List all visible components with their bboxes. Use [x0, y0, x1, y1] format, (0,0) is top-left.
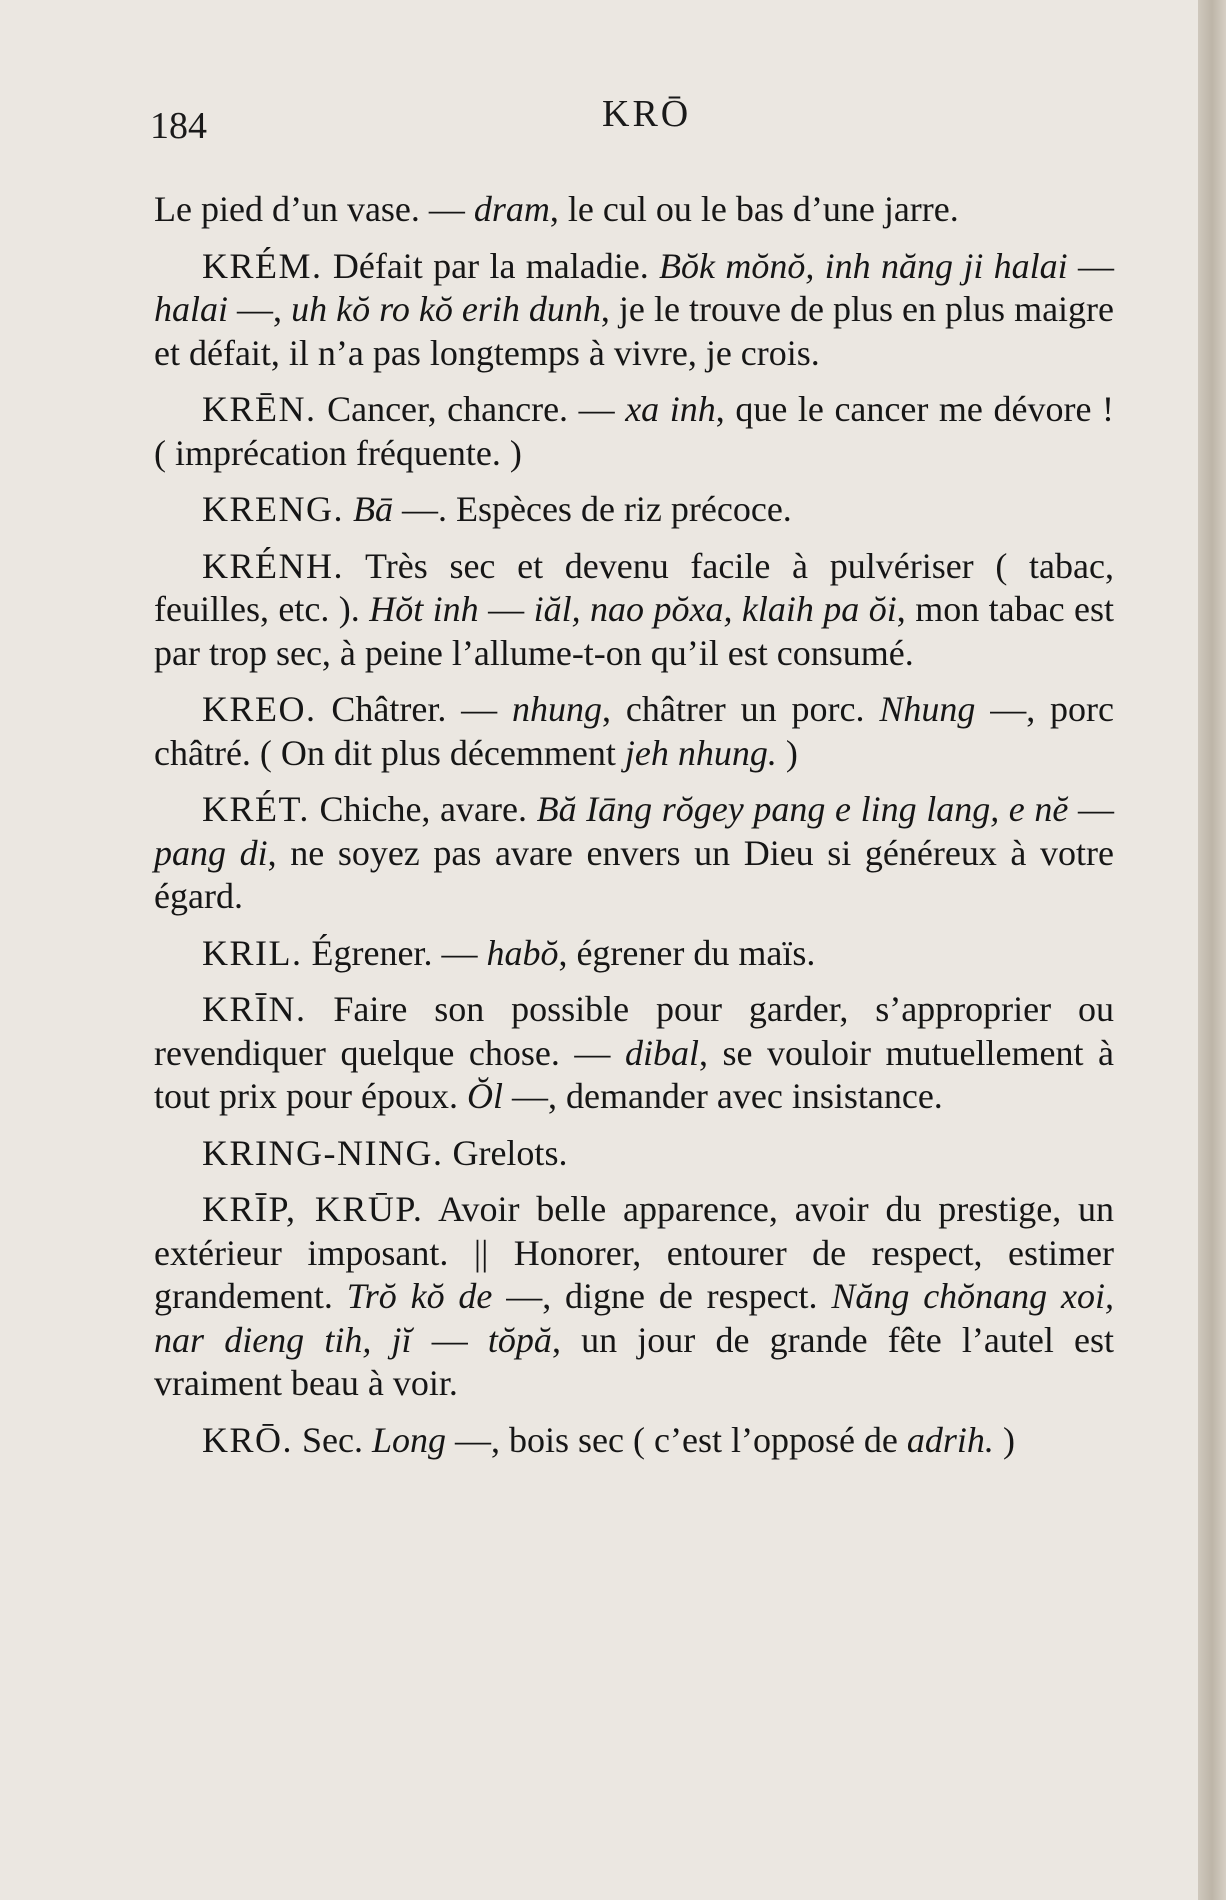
entry-headword: KRÉM. — [202, 245, 323, 286]
french-text: — — [411, 1319, 488, 1360]
french-text: —. Espèces de riz précoce. — [393, 489, 792, 529]
dictionary-entries — [154, 188, 1114, 1475]
bahnar-text: Bă Iāng rŏgey pang e ling lang, e nĕ — [536, 789, 1069, 829]
entry-headword: KRING-NING. — [202, 1132, 444, 1173]
bahnar-text: nhung — [512, 689, 603, 729]
french-text: Défait par la maladie. — [332, 245, 660, 286]
french-text: Cancer, chancre. — — [327, 389, 626, 429]
dictionary-entry — [154, 788, 1114, 919]
entry-headword: KRĪP, KRŪP. — [202, 1189, 424, 1229]
bahnar-text: tŏpă — [487, 1319, 552, 1360]
bahnar-text: xa inh — [625, 389, 716, 429]
running-head: KRŌ — [602, 93, 692, 135]
bahnar-text: Nhung — [879, 689, 976, 729]
french-text: —, — [228, 289, 292, 329]
bahnar-text: jeh nhung. — [624, 732, 777, 773]
bahnar-text: Bŏk mŏnŏ, inh năng ji halai — [659, 245, 1068, 286]
entry-headword: KRŌ. — [202, 1419, 294, 1460]
dictionary-entry — [154, 688, 1114, 775]
french-text: , égrener du maïs. — [558, 932, 816, 973]
page-header — [150, 92, 1110, 147]
french-text: ) — [776, 732, 798, 773]
french-text: Grelots. — [452, 1132, 568, 1173]
bahnar-text: halai — [154, 289, 229, 329]
entry-headword: KRÉT. — [202, 789, 310, 829]
dictionary-entry — [154, 932, 1114, 976]
dictionary-entry — [154, 988, 1114, 1119]
page-gutter — [1198, 0, 1226, 1900]
bahnar-text: Trŏ kŏ de — [346, 1276, 493, 1316]
entry-headword: KRENG. — [202, 489, 344, 529]
bahnar-text: pang di — [154, 832, 268, 873]
french-text: , ne soyez pas avare envers un Dieu si généreux à votre égard. — [154, 832, 1114, 916]
dictionary-entry — [154, 188, 1114, 232]
bahnar-text: Ŏl — [466, 1076, 503, 1116]
french-text: Très sec et devenu facile à pulvériser ( tabac, feuilles, etc. ). — [154, 545, 1114, 629]
bahnar-text: dibal — [624, 1032, 699, 1073]
french-text: , châtrer un porc. — [602, 689, 880, 729]
french-text: , un jour de grande fête l’autel est vraiment beau à voir. — [154, 1319, 1115, 1403]
entry-headword: KREO. — [202, 689, 317, 729]
french-text: Châtrer. — — [331, 689, 513, 729]
french-text: —, porc châtré. ( On dit plus décemment — [154, 689, 1115, 773]
entry-headword: KRÉNH. — [202, 545, 344, 586]
dictionary-entry — [154, 1188, 1114, 1406]
french-text: —, digne de respect. — [492, 1276, 832, 1316]
french-text: Chiche, avare. — [319, 789, 537, 829]
entry-headword: KRĪN. — [202, 989, 307, 1029]
french-text: ) — [993, 1419, 1015, 1460]
bahnar-text: Long — [372, 1419, 447, 1460]
bahnar-text: adrih. — [906, 1419, 994, 1460]
dictionary-entry — [154, 545, 1114, 676]
french-text: — — [1067, 245, 1115, 286]
french-text: Égrener. — — [311, 932, 487, 973]
bahnar-text: Năng chŏnang xoi, nar dieng tih, jĭ — [154, 1276, 1114, 1360]
bahnar-text: iăl, nao pŏxa, klaih pa ŏi — [533, 589, 897, 629]
french-text: Sec. — [302, 1419, 372, 1460]
french-text: , que le cancer me dévore ! ( imprécation fréquente. ) — [154, 389, 1114, 473]
bahnar-text: Bā — [353, 489, 393, 529]
bahnar-text: habŏ — [486, 932, 559, 973]
entry-headword: KRIL. — [202, 932, 303, 973]
dictionary-entry — [154, 1419, 1114, 1463]
french-text: , se vouloir mutuellement à tout prix pour époux. — [154, 1032, 1115, 1116]
french-text: Faire son possible pour garder, s’approprier ou revendiquer quelque chose. — — [154, 989, 1114, 1073]
french-text: Le pied d’un vase. — — [154, 189, 474, 229]
dictionary-entry — [154, 245, 1114, 376]
french-text: —, demander avec insistance. — [502, 1076, 943, 1116]
page-number: 184 — [150, 105, 207, 147]
dictionary-entry — [154, 1132, 1114, 1176]
bahnar-text: dram — [473, 189, 550, 229]
bahnar-text: Hŏt inh — [369, 589, 479, 629]
french-text: — — [478, 589, 534, 629]
dictionary-entry — [154, 488, 1114, 532]
french-text: , mon tabac est par trop sec, à peine l’allume-t-on qu’il est consumé. — [154, 589, 1114, 673]
french-text: Avoir belle apparence, avoir du prestige, un extérieur imposant. || Honorer, entourer de respect, estimer grandement. — [154, 1189, 1114, 1316]
entry-headword: KRĒN. — [202, 389, 317, 429]
french-text: , je le trouve de plus en plus maigre et défait, il n’a pas longtemps à vivre, je crois. — [154, 289, 1115, 373]
bahnar-text: uh kŏ ro kŏ erih dunh — [291, 289, 601, 329]
dictionary-entry — [154, 388, 1114, 475]
french-text: — — [1068, 789, 1115, 829]
french-text: , le cul ou le bas d’une jarre. — [549, 189, 959, 229]
french-text: —, bois sec ( c’est l’opposé de — [446, 1419, 907, 1460]
